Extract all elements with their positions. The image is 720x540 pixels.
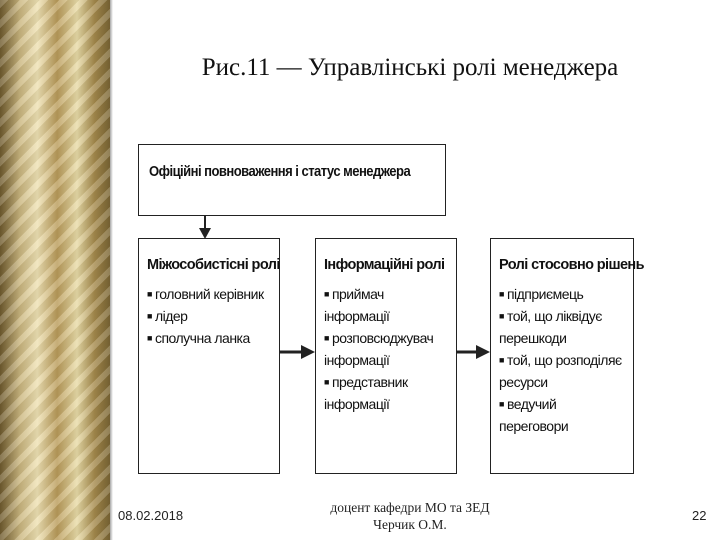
authority-box (138, 144, 446, 216)
role-item: ■ ведучий переговори (499, 396, 569, 434)
role-item: ■ розповсюджувач інформації (324, 330, 434, 368)
bullet-icon: ■ (499, 399, 504, 409)
role-item: ■ головний керівник (147, 286, 264, 302)
bullet-icon: ■ (324, 333, 329, 343)
bullet-icon: ■ (324, 377, 329, 387)
role-item: ■ підприємець (499, 286, 584, 302)
authority-box-title: Офіційні повноваження і статус менеджера (149, 164, 411, 180)
arrow-authority-to-interpersonal (199, 216, 211, 239)
arrow-interpersonal-to-informational (280, 345, 315, 359)
bullet-icon: ■ (147, 311, 152, 321)
informational-roles-box (315, 238, 457, 474)
role-item: ■ той, що ліквідує перешкоди (499, 308, 602, 346)
role-item: ■ представник інформації (324, 374, 408, 412)
bullet-icon: ■ (324, 289, 329, 299)
slide-title: Рис.11 — Управлінські ролі менеджера (201, 54, 619, 81)
role-box-title: Інформаційні ролі (324, 257, 445, 273)
bullet-icon: ■ (499, 311, 504, 321)
bullet-icon: ■ (499, 289, 504, 299)
role-item: ■ сполучна ланка (147, 330, 250, 346)
bullet-icon: ■ (147, 333, 152, 343)
decorative-gold-band (0, 0, 110, 540)
decisional-roles-box (490, 238, 644, 474)
role-item: ■ той, що розподіляє ресурси (499, 352, 622, 390)
footer-author-position: доцент кафедри МО та ЗЕД (330, 500, 490, 515)
footer-author (300, 499, 520, 533)
role-list (139, 283, 279, 349)
arrow-informational-to-decisional (457, 345, 490, 359)
role-item: ■ лідер (147, 308, 188, 324)
page-number: 22 (692, 508, 707, 523)
role-list (316, 283, 456, 415)
footer-author-name: Черчик О.М. (373, 517, 447, 532)
role-item: ■ приймач інформації (324, 286, 390, 324)
role-box-title: Ролі стосовно рішень (499, 257, 644, 273)
role-list (491, 283, 633, 437)
bullet-icon: ■ (499, 355, 504, 365)
footer-date: 08.02.2018 (118, 508, 184, 523)
interpersonal-roles-box (138, 238, 280, 474)
role-box-title: Міжособистісні ролі (147, 257, 280, 273)
bullet-icon: ■ (147, 289, 152, 299)
